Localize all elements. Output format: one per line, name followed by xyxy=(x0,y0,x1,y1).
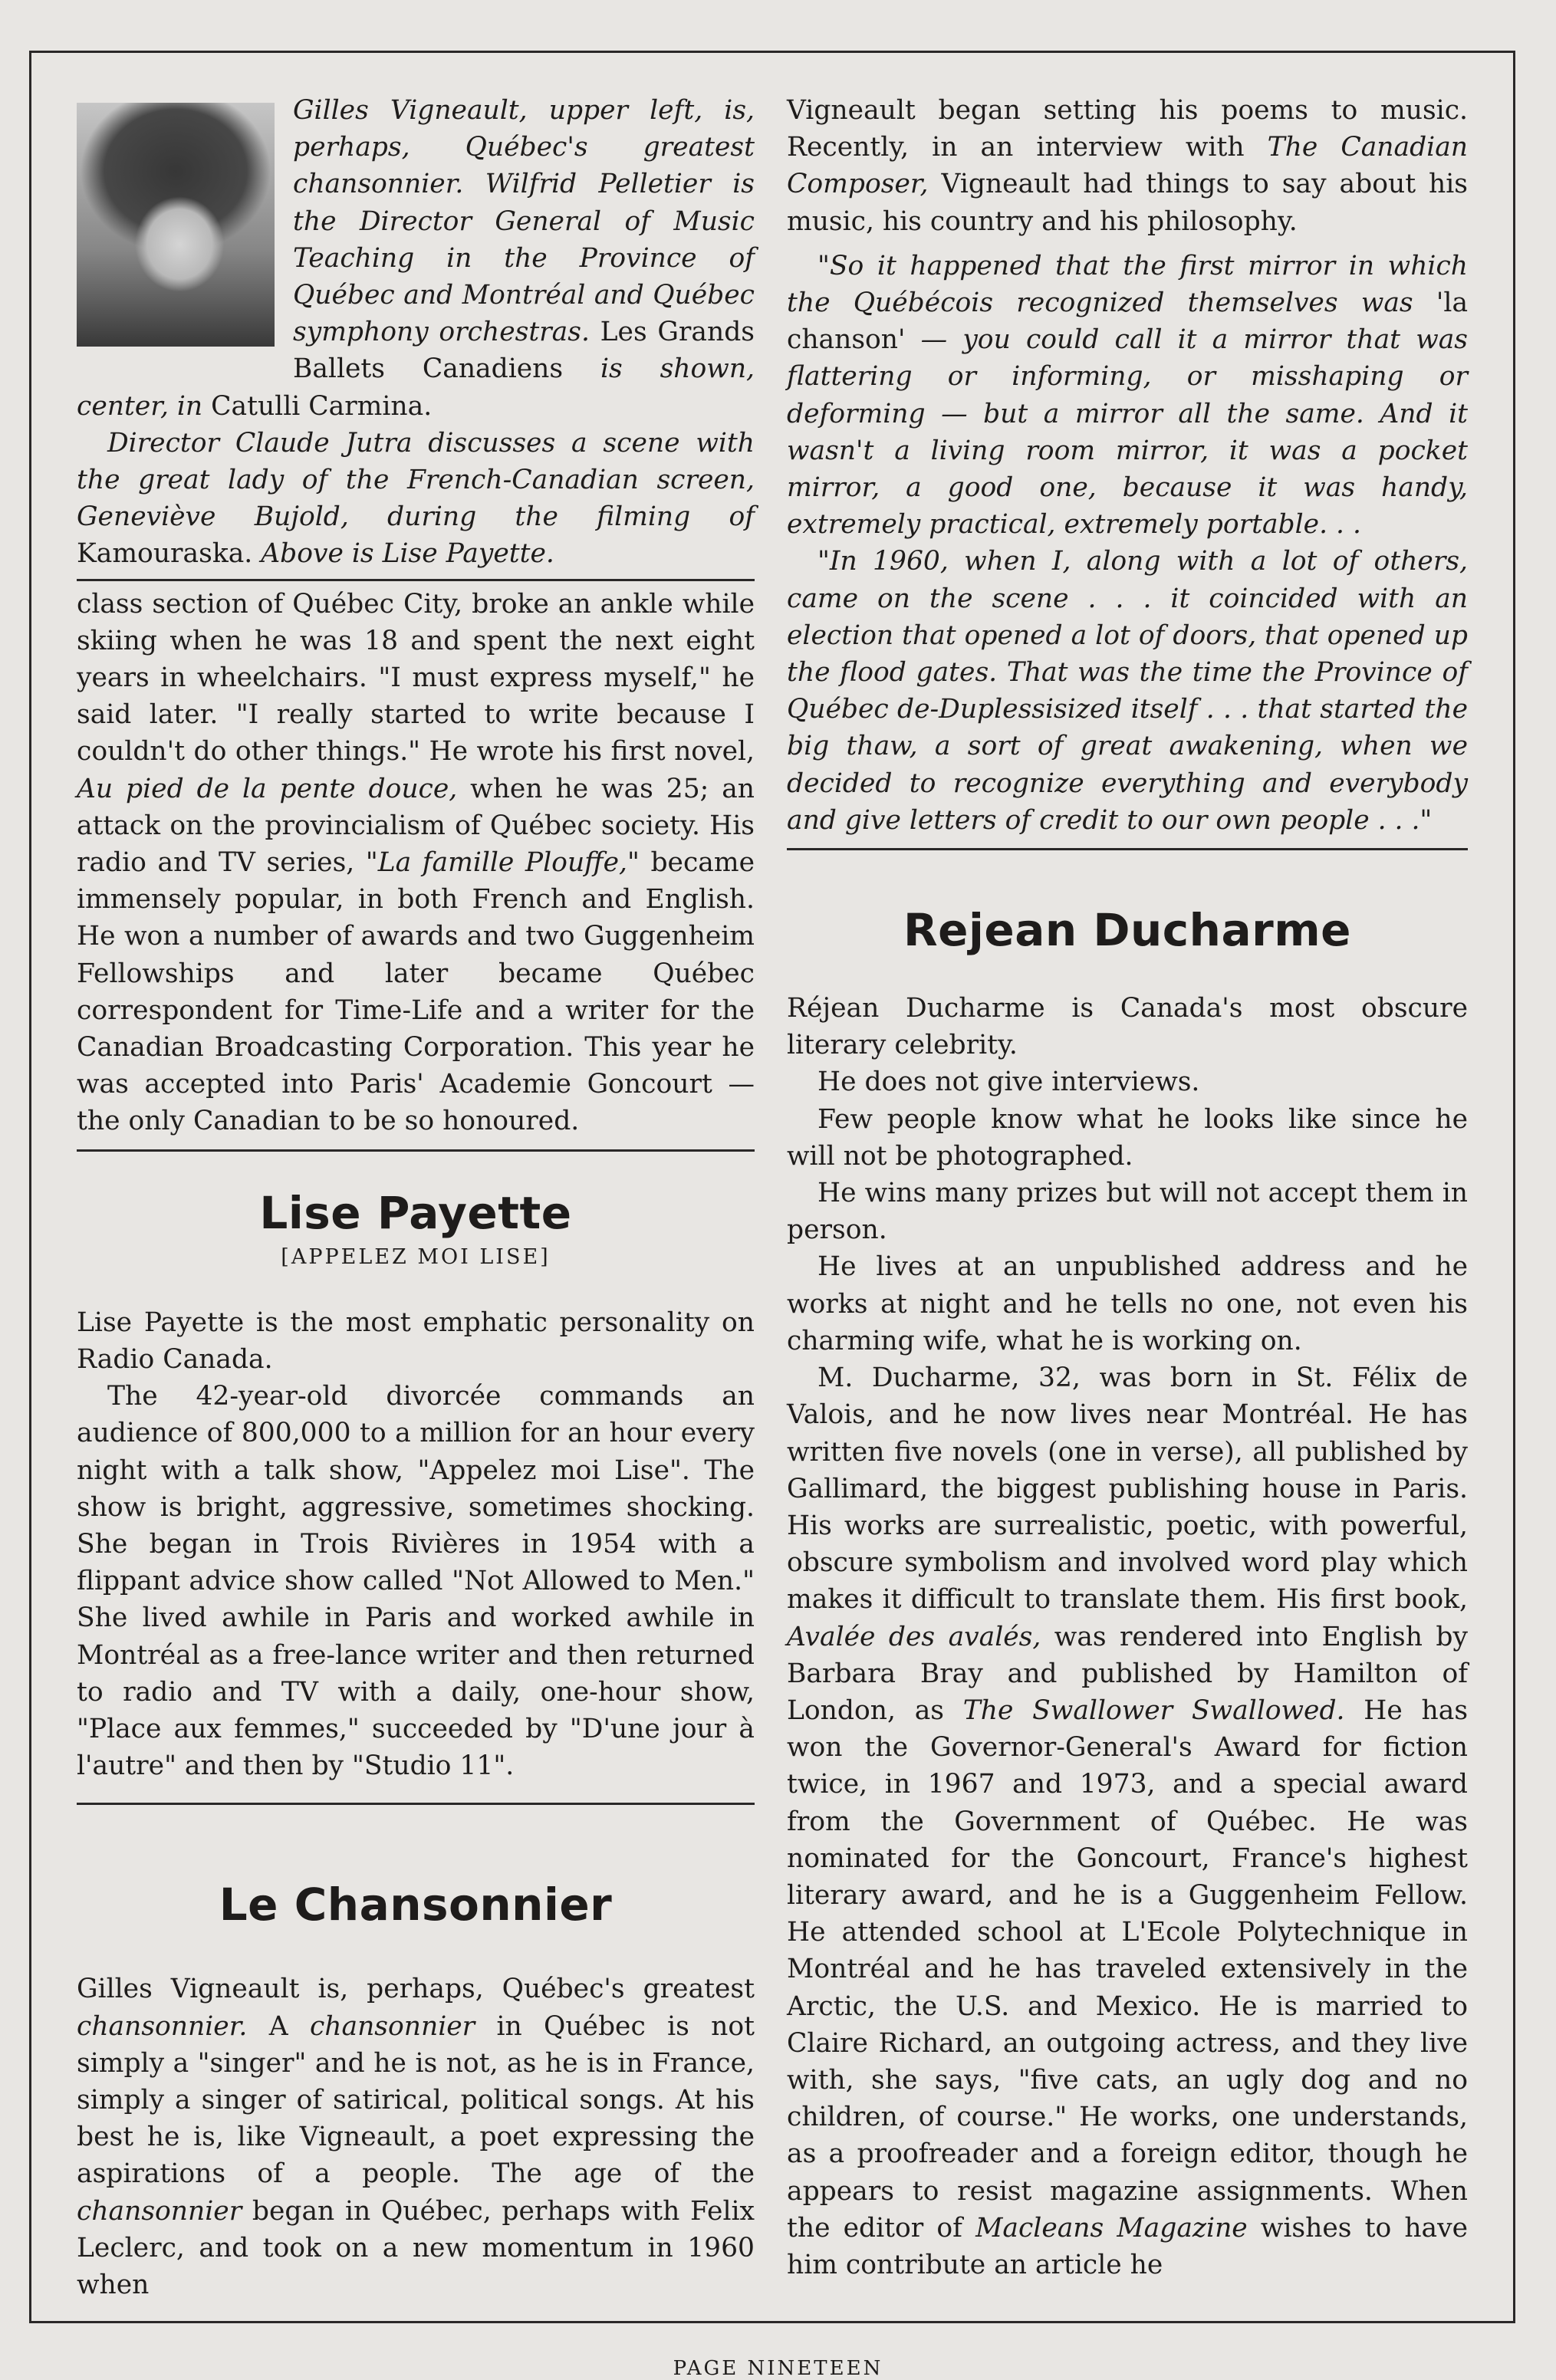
body-text: Macleans Magazine xyxy=(975,2212,1248,2244)
caption-text: Kamouraska. xyxy=(77,538,253,570)
body-text: Avalée des avalés, xyxy=(787,1621,1041,1652)
quote-paragraph xyxy=(787,248,1468,544)
body-text: wishes to have him contribute an article he xyxy=(787,2212,1469,2280)
body-text: The Canadian Composer, xyxy=(787,132,1468,200)
body-text: Vigneault began setting his poems to music. Recently, in an interview with xyxy=(787,95,1468,163)
divider xyxy=(77,579,755,581)
paragraph: Few people know what he looks like since he will not be photographed. xyxy=(787,1103,1468,1172)
paragraph xyxy=(787,92,1468,240)
body-text: in Québec is not simply a "singer" and he is not, as he is in France, simply a singer of satirical, political songs. At his best he is, like Vigneault, a poet expressing the aspirations of a people. The age of the xyxy=(77,2010,755,2190)
divider xyxy=(77,1803,755,1805)
caption-text: Catulli Carmina. xyxy=(211,390,433,422)
paragraph xyxy=(77,1971,755,2303)
body-text: chansonnier xyxy=(77,2195,242,2227)
quote-text: — you could call it a mirror that was flattering or informing, or misshaping or deforming — but a mirror all the same. And it wasn't a living room mirror, it was a pocket mirror, a good one, because it was handy, extremely practical, extremely portable. . . xyxy=(787,324,1469,541)
body-text: A xyxy=(268,2010,288,2042)
caption-text: Les Grands Ballets Canadiens xyxy=(293,317,755,385)
paragraph: Réjean Ducharme is Canada's most obscure literary celebrity. xyxy=(787,993,1468,1061)
quote-paragraph: "In 1960, when I, along with a lot of others, came on the scene . . . it coincided with an election that opened a lot of doors, that opened up the flood gates. That was the time the Province of Québec de-Duplessisized itself . . . that started the big thaw, a sort of great awakening, when we decided to recognize everything and everybody and give letters of credit to our own people . . ." xyxy=(787,546,1468,836)
article-carryover-text xyxy=(77,586,755,1140)
divider xyxy=(787,848,1468,850)
body-text: became immensely popular, in both French and English. He won a number of awards and two Guggenheim Fellowships and later became Québec correspondent for Time-Life and a writer for the Canadian Broadcasting Corporation. This year he was accepted into Paris' Academie Goncourt — the only Canadian to be so honoured. xyxy=(77,847,755,1137)
heading-le-chansonnier: Le Chansonnier xyxy=(219,1879,613,1931)
paragraph: The 42-year-old divorcée commands an audience of 800,000 to a million for an hour every night with a talk show, "Appelez moi Lise". The show is bright, aggressive, sometimes shocking. She began in Trois Rivières in 1954 with a flippant advice show called "Not Allowed to Men." She lived awhile in Paris and worked awhile in Montréal as a free-lance writer and then returned to radio and TV with a daily, one-hour show, "Place aux femmes," succeeded by "D'une jour à l'autre" and then by "Studio 11". xyxy=(77,1381,755,1782)
caption-text: is shown, center, in xyxy=(77,353,755,422)
divider xyxy=(77,1149,755,1152)
paragraph: He lives at an unpublished address and he works at night and he tells no one, not even his charming wife, what he is working on. xyxy=(787,1251,1468,1356)
left-column xyxy=(77,92,755,2303)
body-text: began in Québec, perhaps with Felix Leclerc, and took on a new momentum in 1960 when xyxy=(77,2195,755,2300)
paragraph xyxy=(787,1359,1468,2283)
body-text: The Swallower Swallowed. xyxy=(962,1695,1345,1726)
paragraph: He wins many prizes but will not accept them in person. xyxy=(787,1178,1468,1246)
body-text: Vigneault had things to say about his music, his country and his philosophy. xyxy=(787,169,1468,237)
page-number-footer: PAGE NINETEEN xyxy=(673,2357,883,2380)
body-text: Au pied de la pente douce, xyxy=(77,773,458,804)
body-text: chansonnier xyxy=(309,2010,475,2042)
body-text: chansonnier. xyxy=(77,2010,248,2042)
body-text: when he was 25; an attack on the provincialism of Québec society. His radio and TV series, xyxy=(77,773,755,879)
paragraph: Lise Payette is the most emphatic personality on Radio Canada. xyxy=(77,1307,755,1375)
body-text: He has won the Governor-General's Award for fiction twice, in 1967 and 1973, and a special award from the Government of Québec. He was nominated for the Goncourt, France's highest literary award, and he is a Guggenheim Fellow. He attended school at L'Ecole Polytechnique in Montréal and he has traveled extensively in the Arctic, the U.S. and Mexico. He is married to Claire Richard, an outgoing actress, and they live with, she says, "five cats, an ugly dog and no children, of course." He works, one understands, as a proofreader and a foreign editor, though he appears to resist magazine assignments. When the editor of xyxy=(787,1695,1469,2244)
paragraph: He does not give interviews. xyxy=(817,1067,1200,1098)
caption-text: Director Claude Jutra discusses a scene with the great lady of the French-Canadian screen, Geneviève Bujold, during the filming of xyxy=(77,427,755,533)
right-column xyxy=(787,92,1468,2283)
subheading-appelez-moi-lise: [APPELEZ MOI LISE] xyxy=(281,1244,551,1269)
quote-text: 'la chanson' xyxy=(787,288,1469,356)
quote-text: "So it happened that the first mirror in which the Québécois recognized themselves was xyxy=(787,250,1468,319)
caption-text: Above is Lise Payette. xyxy=(261,538,554,570)
body-text: was rendered into English by Barbara Bray and published by Hamilton of London, as xyxy=(787,1621,1468,1726)
caption-text: Gilles Vigneault, upper left, is, perhaps, Québec's greatest chansonnier. Wilfrid Pelletier is the Director General of Music Teaching in the Province of Québec and Montréal and Québec symphony orchestras. xyxy=(293,95,755,348)
body-text: "La famille Plouffe," xyxy=(365,847,640,879)
body-text: class section of Québec City, broke an ankle while skiing when he was 18 and spent the next eight years in wheelchairs. "I must express myself," he said later. "I really started to write because I couldn't do other things." He wrote his first novel, xyxy=(77,588,755,768)
body-text: Gilles Vigneault is, perhaps, Québec's greatest xyxy=(77,1974,755,2005)
portrait-photo-lise-payette xyxy=(77,103,275,347)
heading-rejean-ducharme: Rejean Ducharme xyxy=(903,904,1351,957)
photo-caption-2 xyxy=(77,425,755,573)
body-text: M. Ducharme, 32, was born in St. Félix de Valois, and he now lives near Montréal. He has written five novels (one in verse), all published by Gallimard, the biggest publishing house in Paris. His works are surrealistic, poetic, with powerful, obscure symbolism and involved word play which makes it difficult to translate them. His first book, xyxy=(787,1363,1468,1616)
heading-lise-payette: Lise Payette xyxy=(259,1186,572,1239)
